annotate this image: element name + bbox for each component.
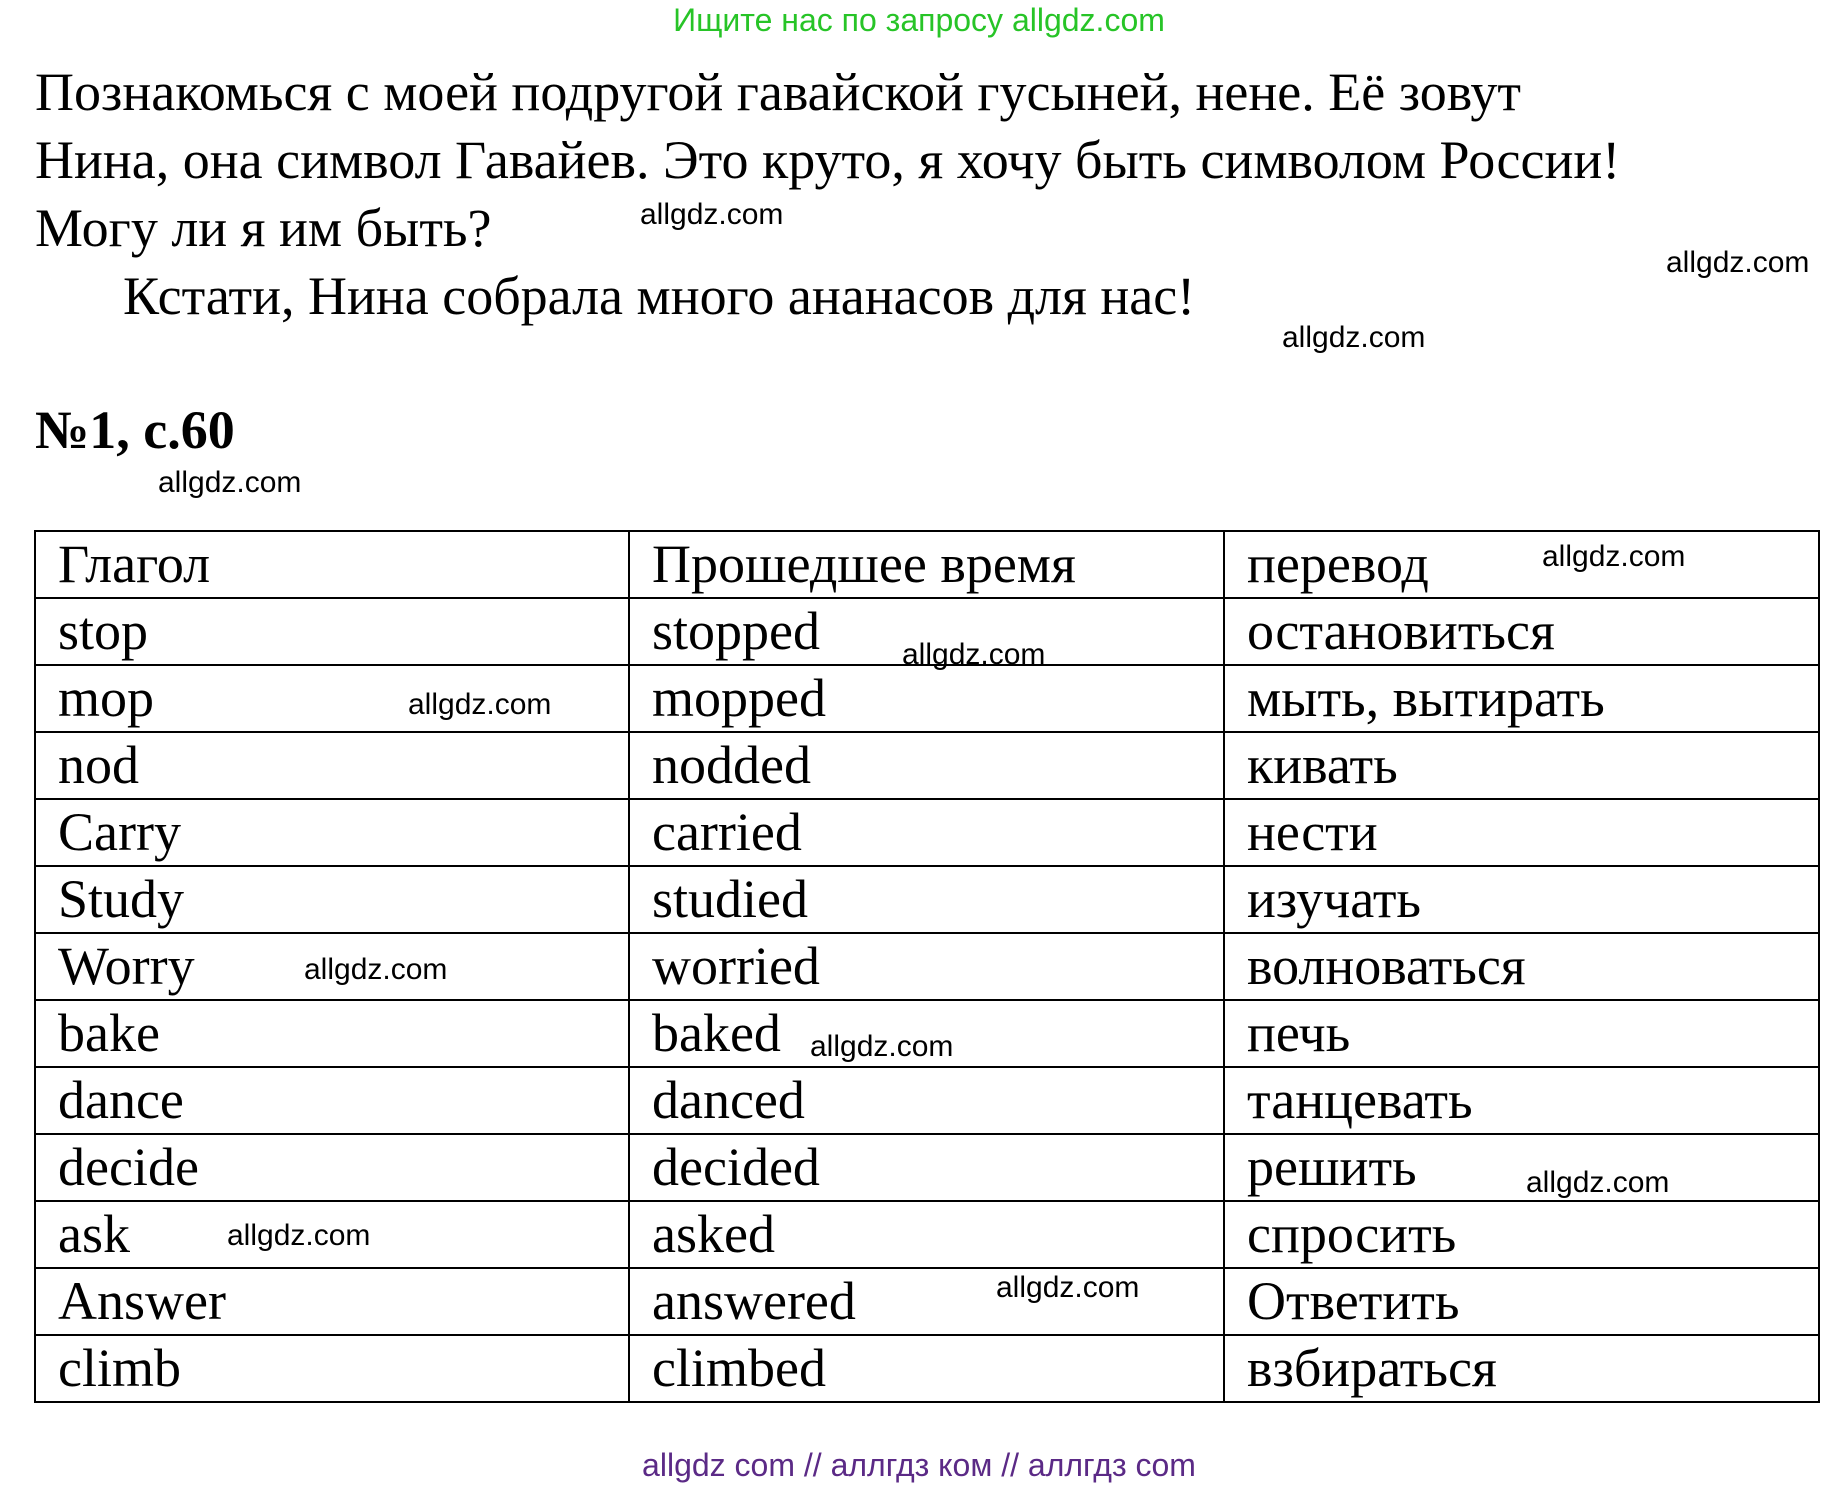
watermark: allgdz.com (810, 1030, 954, 1063)
translation-cell: танцевать (1224, 1067, 1819, 1134)
intro-line-3: Могу ли я им быть? (35, 198, 492, 258)
watermark: allgdz.com (408, 688, 552, 721)
top-banner[interactable]: Ищите нас по запросу allgdz.com (673, 2, 1165, 38)
verb-cell: dance (35, 1067, 629, 1134)
watermark: allgdz.com (158, 466, 302, 499)
table-row (35, 1067, 1819, 1134)
footer-links[interactable]: allgdz com // аллгдз ком // аллгдз com (642, 1447, 1196, 1483)
verb-cell: Worry (35, 933, 629, 1000)
verb-cell: ask (35, 1201, 629, 1268)
intro-line-2: Нина, она символ Гавайев. Это круто, я хочу быть символом России! (35, 130, 1621, 190)
table-row (35, 665, 1819, 732)
past-tense-cell: climbed (629, 1335, 1224, 1402)
table-row (35, 732, 1819, 799)
verb-cell: climb (35, 1335, 629, 1402)
past-tense-cell: baked (629, 1000, 1224, 1067)
task-heading: №1, с.60 (35, 400, 235, 460)
translation-cell: нести (1224, 799, 1819, 866)
watermark: allgdz.com (304, 953, 448, 986)
past-tense-cell: asked (629, 1201, 1224, 1268)
verb-cell: stop (35, 598, 629, 665)
table-row (35, 866, 1819, 933)
past-tense-cell: answered (629, 1268, 1224, 1335)
past-tense-cell: mopped (629, 665, 1224, 732)
watermark: allgdz.com (1526, 1166, 1670, 1199)
verb-cell: mop (35, 665, 629, 732)
header-verb: Глагол (35, 531, 629, 598)
translation-cell: спросить (1224, 1201, 1819, 1268)
translation-cell: изучать (1224, 866, 1819, 933)
table-row (35, 1268, 1819, 1335)
header-past-tense: Прошедшее время (629, 531, 1224, 598)
watermark: allgdz.com (640, 198, 784, 231)
translation-cell: Ответить (1224, 1268, 1819, 1335)
intro-text (35, 58, 1825, 330)
translation-cell: печь (1224, 1000, 1819, 1067)
past-tense-cell: worried (629, 933, 1224, 1000)
past-tense-cell: studied (629, 866, 1224, 933)
verb-cell: Answer (35, 1268, 629, 1335)
watermark: allgdz.com (1542, 540, 1686, 573)
intro-line-1: Познакомься с моей подругой гавайской гусыней, нене. Её зовут (35, 62, 1521, 122)
translation-cell: кивать (1224, 732, 1819, 799)
table-row (35, 799, 1819, 866)
translation-cell: мыть, вытирать (1224, 665, 1819, 732)
translation-cell: решить (1224, 1134, 1819, 1201)
verb-cell: bake (35, 1000, 629, 1067)
verb-cell: nod (35, 732, 629, 799)
past-tense-cell: nodded (629, 732, 1224, 799)
watermark: allgdz.com (227, 1219, 371, 1252)
header-translation: перевод (1224, 531, 1819, 598)
verb-cell: Carry (35, 799, 629, 866)
translation-cell: волноваться (1224, 933, 1819, 1000)
watermark: allgdz.com (1282, 321, 1426, 354)
verb-cell: decide (35, 1134, 629, 1201)
past-tense-cell: decided (629, 1134, 1224, 1201)
translation-cell: остановиться (1224, 598, 1819, 665)
intro-line-4: Кстати, Нина собрала много ананасов для нас! (123, 266, 1196, 326)
watermark: allgdz.com (1666, 246, 1810, 279)
translation-cell: взбираться (1224, 1335, 1819, 1402)
table-row (35, 1335, 1819, 1402)
watermark: allgdz.com (996, 1271, 1140, 1304)
watermark: allgdz.com (902, 638, 1046, 671)
past-tense-cell: carried (629, 799, 1224, 866)
past-tense-cell: stopped (629, 598, 1224, 665)
past-tense-cell: danced (629, 1067, 1224, 1134)
table-row (35, 933, 1819, 1000)
verb-cell: Study (35, 866, 629, 933)
